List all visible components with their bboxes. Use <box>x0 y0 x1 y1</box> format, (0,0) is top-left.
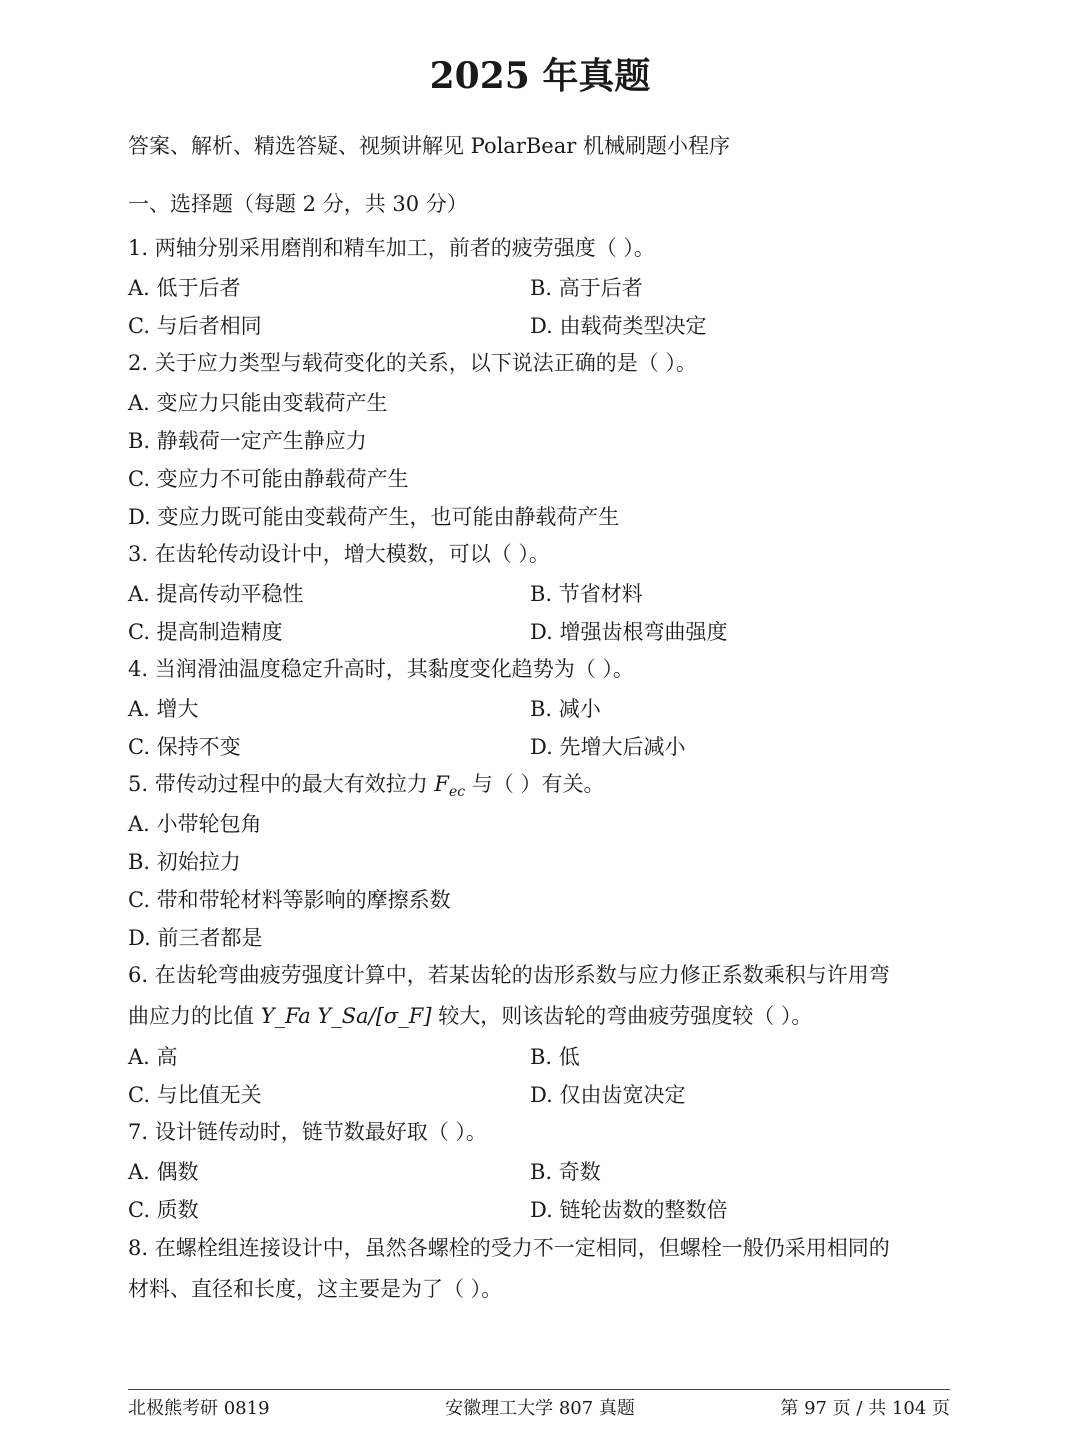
question-stem <box>128 769 604 807</box>
stem-text: 与（ ）有关。 <box>465 772 605 796</box>
option-b: B. 静载荷一定产生静应力 <box>128 429 367 453</box>
option-b: B. 低 <box>530 1045 580 1069</box>
option-b: B. 奇数 <box>530 1160 601 1184</box>
option-c: C. 质数 <box>128 1198 199 1222</box>
option-c: C. 变应力不可能由静载荷产生 <box>128 467 409 491</box>
option-b: B. 高于后者 <box>530 276 643 300</box>
option-a: A. 增大 <box>128 697 199 721</box>
option-d: D. 仅由齿宽决定 <box>530 1083 686 1107</box>
question-stem: 6. 在齿轮弯曲疲劳强度计算中，若某齿轮的齿形系数与应力修正系数乘积与许用弯 <box>128 963 890 987</box>
page-title: 2025 年真题 <box>429 55 651 97</box>
option-b: B. 减小 <box>530 697 601 721</box>
stem-text: 较大，则该齿轮的弯曲疲劳强度较（ ）。 <box>431 1004 813 1028</box>
math-subscript: ec <box>448 784 466 801</box>
option-c: C. 与后者相同 <box>128 314 262 338</box>
option-d: D. 变应力既可能由变载荷产生，也可能由静载荷产生 <box>128 505 620 529</box>
math-expression: Y_Fa Y_Sa/[σ_F] <box>260 1004 432 1028</box>
question-stem: 8. 在螺栓组连接设计中，虽然各螺栓的受力不一定相同，但螺栓一般仍采用相同的 <box>128 1236 890 1260</box>
question-stem: 4. 当润滑油温度稳定升高时，其黏度变化趋势为（ ）。 <box>128 657 634 681</box>
option-d: D. 前三者都是 <box>128 926 263 950</box>
option-d: D. 由载荷类型决定 <box>530 314 707 338</box>
footer-divider <box>128 1389 950 1390</box>
option-d: D. 增强齿根弯曲强度 <box>530 620 728 644</box>
question-stem: 7. 设计链传动时，链节数最好取（ ）。 <box>128 1120 487 1144</box>
subtitle: 答案、解析、精选答疑、视频讲解见 PolarBear 机械刷题小程序 <box>128 134 730 158</box>
math-variable: F <box>434 772 449 796</box>
question-stem: 3. 在齿轮传动设计中，增大模数，可以（ ）。 <box>128 542 550 566</box>
option-d: D. 先增大后减小 <box>530 735 686 759</box>
page-number: 第 97 页 / 共 104 页 <box>780 1398 950 1419</box>
question-stem: 1. 两轴分别采用磨削和精车加工，前者的疲劳强度（ ）。 <box>128 236 655 260</box>
question-stem: 2. 关于应力类型与载荷变化的关系，以下说法正确的是（ ）。 <box>128 351 697 375</box>
option-d: D. 链轮齿数的整数倍 <box>530 1198 728 1222</box>
stem-text: 5. 带传动过程中的最大有效拉力 <box>128 772 435 796</box>
option-c: C. 提高制造精度 <box>128 620 283 644</box>
question-stem-continued: 材料、直径和长度，这主要是为了（ ）。 <box>128 1277 503 1301</box>
option-a: A. 偶数 <box>128 1160 199 1184</box>
option-b: B. 节省材料 <box>530 582 643 606</box>
option-c: C. 与比值无关 <box>128 1083 262 1107</box>
section-heading: 一、选择题（每题 2 分，共 30 分） <box>128 192 468 216</box>
stem-text: 曲应力的比值 <box>128 1004 261 1028</box>
option-c: C. 带和带轮材料等影响的摩擦系数 <box>128 888 451 912</box>
option-c: C. 保持不变 <box>128 735 241 759</box>
option-a: A. 变应力只能由变载荷产生 <box>128 391 388 415</box>
option-a: A. 低于后者 <box>128 276 241 300</box>
footer-center: 安徽理工大学 807 真题 <box>445 1398 635 1419</box>
option-a: A. 提高传动平稳性 <box>128 582 304 606</box>
option-a: A. 高 <box>128 1045 178 1069</box>
footer-left: 北极熊考研 0819 <box>128 1398 270 1419</box>
question-stem-continued <box>128 1001 812 1031</box>
option-a: A. 小带轮包角 <box>128 812 262 836</box>
option-b: B. 初始拉力 <box>128 850 241 874</box>
